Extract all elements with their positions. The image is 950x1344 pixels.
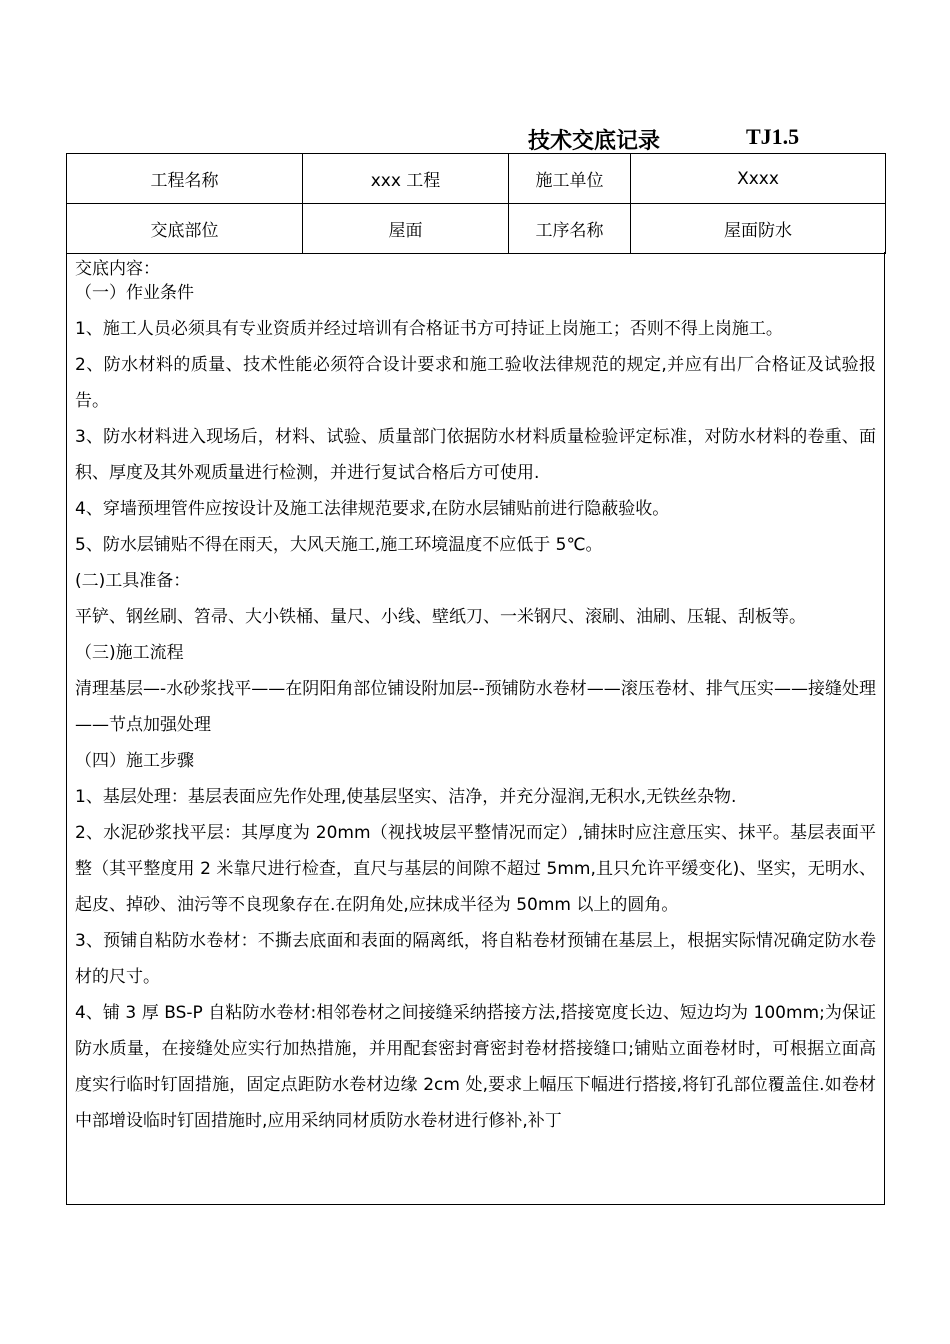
list-item: 2、防水材料的质量、技术性能必须符合设计要求和施工验收法律规范的规定,并应有出厂合格证及试验报告。 [75,355,876,411]
section-title-steps: （四）施工步骤 [75,751,194,771]
construction-unit-value: Xxxx [631,154,886,204]
process-name-label: 工序名称 [509,204,631,254]
document-code: TJ1.5 [746,124,800,149]
section-title-tools: (二)工具准备： [75,571,191,591]
project-name-label: 工程名称 [67,154,303,204]
disclosure-content [66,252,885,1205]
list-item: 3、防水材料进入现场后，材料、试验、质量部门依据防水材料质量检验评定标准，对防水材料的卷重、面积、厚度及其外观质量进行检测，并进行复试合格后方可使用. [75,427,876,483]
table-row [67,154,886,204]
content-label: 交底内容： [75,259,160,279]
process-name-value: 屋面防水 [631,204,886,254]
section-title-process: （三)施工流程 [75,643,184,663]
list-item: 4、穿墙预埋管件应按设计及施工法律规范要求,在防水层铺贴前进行隐蔽验收。 [75,499,670,519]
disclosure-part-value: 屋面 [303,204,509,254]
info-table [66,153,886,254]
section-title-work-conditions: （一）作业条件 [75,283,194,303]
tools-text: 平铲、钢丝刷、笤帚、大小铁桶、量尺、小线、壁纸刀、一米钢尺、滚刷、油刷、压辊、刮板等。 [75,607,806,627]
list-item: 2、水泥砂浆找平层：其厚度为 20mm（视找坡层平整情况而定）,铺抹时应注意压实、抹平。基层表面平整（其平整度用 2 米靠尺进行检查，直尺与基层的间隙不超过 5mm,且只允许平缓变化)、坚实，无明水、起皮、掉砂、油污等不良现象存在.在阴角处,应抹成半径为 50mm 以上的圆角。 [75,823,876,915]
list-item: 5、防水层铺贴不得在雨天，大风天施工,施工环境温度不应低于 5℃。 [75,535,603,555]
list-item: 4、铺 3 厚 BS-P 自粘防水卷材:相邻卷材之间接缝采纳搭接方法,搭接宽度长边、短边均为 100mm;为保证防水质量，在接缝处应实行加热措施，并用配套密封膏密封卷材搭接缝口;铺贴立面卷材时，可根据立面高度实行临时钉固措施，固定点距防水卷材边缘 2cm 处,要求上幅压下幅进行搭接,将钉孔部位覆盖住.如卷材中部增设临时钉固措施时,应用采纳同材质防水卷材进行修补,补丁 [75,1003,876,1131]
table-row [67,204,886,254]
list-item: 3、预铺自粘防水卷材：不撕去底面和表面的隔离纸，将自粘卷材预铺在基层上，根据实际情况确定防水卷材的尺寸。 [75,931,876,987]
list-item: 1、施工人员必须具有专业资质并经过培训有合格证书方可持证上岗施工；否则不得上岗施工。 [75,319,783,339]
project-name-value: xxx 工程 [303,154,509,204]
list-item: 1、基层处理：基层表面应先作处理,使基层坚实、洁净，并充分湿润,无积水,无铁丝杂物. [75,787,737,807]
construction-unit-label: 施工单位 [509,154,631,204]
disclosure-part-label: 交底部位 [67,204,303,254]
document-title: 技术交底记录 [528,128,661,154]
process-text: 清理基层—-水砂浆找平——在阴阳角部位铺设附加层--预铺防水卷材——滚压卷材、排气压实——接缝处理——节点加强处理 [75,679,876,735]
